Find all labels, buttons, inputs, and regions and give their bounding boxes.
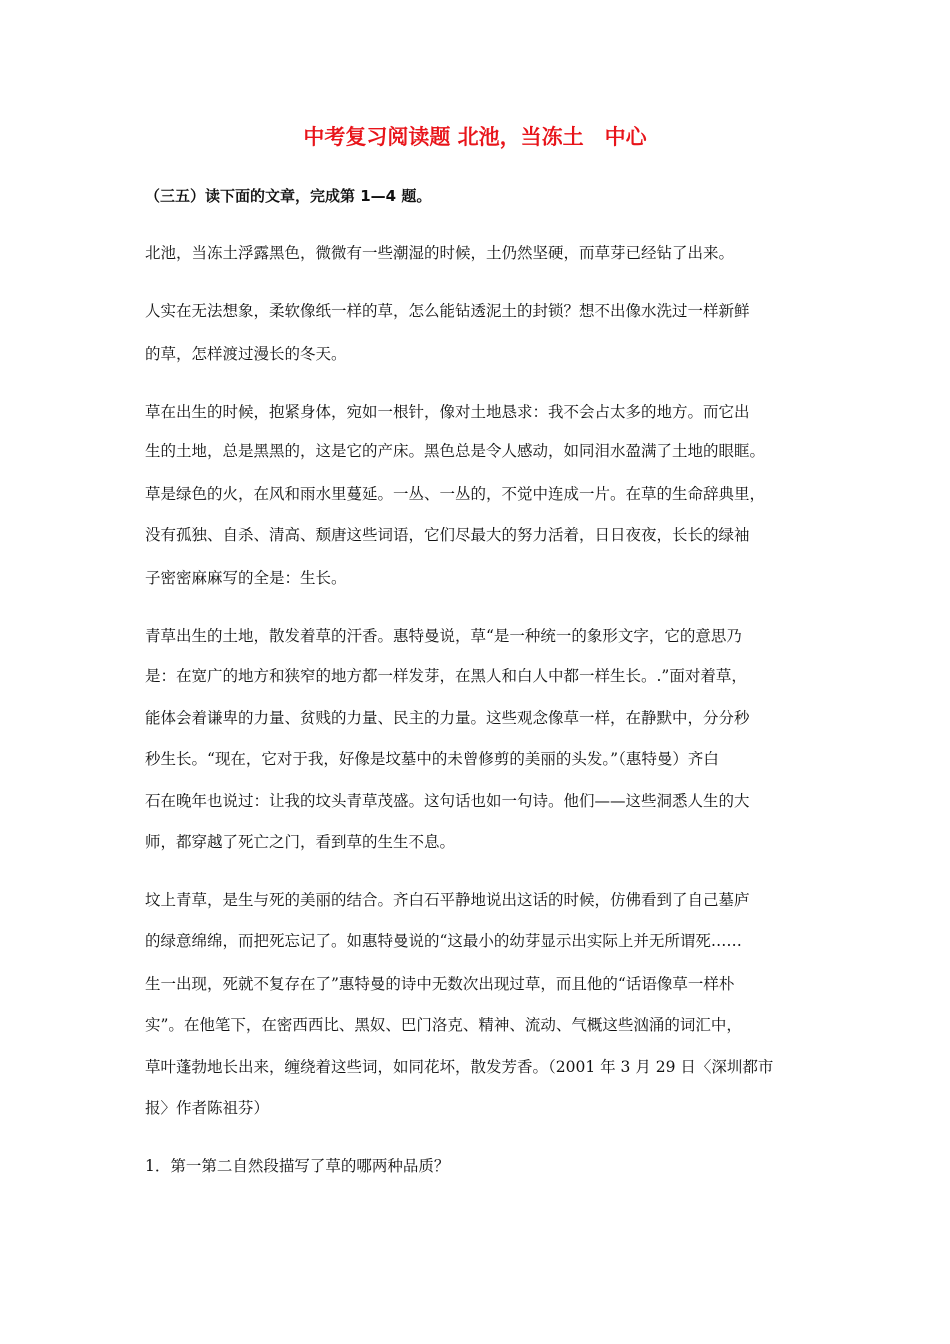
question-1: 1．第一第二自然段描写了草的哪两种品质？: [145, 1157, 450, 1175]
paragraph-line: 子密密麻麻写的全是：生长。: [145, 569, 347, 587]
paragraph-line: 的绿意绵绵，而把死忘记了。如惠特曼说的“这最小的幼芽显示出实际上并无所谓死……: [145, 932, 742, 950]
paragraph-line: 能体会着谦卑的力量、贫贱的力量、民主的力量。这些观念像草一样，在静默中，分分秒: [145, 709, 750, 727]
paragraph-line: 师，都穿越了死亡之门，看到草的生生不息。: [145, 833, 456, 851]
paragraph-line: 青草出生的土地，散发着草的汗香。惠特曼说，草“是一种统一的象形文字，它的意思乃: [145, 627, 742, 645]
section-instruction: （三五）读下面的文章，完成第 1—4 题。: [145, 187, 432, 205]
paragraph-line: 草叶蓬勃地长出来，缠绕着这些词，如同花坏，散发芳香。（2001 年 3 月 29 日〈深圳都市: [145, 1058, 774, 1076]
paragraph-line: 草是绿色的火，在风和雨水里蔓延。一丛、一丛的，不觉中连成一片。在草的生命辞典里，: [145, 485, 766, 503]
paragraph-line: 草在出生的时候，抱紧身体，宛如一根针，像对土地恳求：我不会占太多的地方。而它出: [145, 403, 750, 421]
paragraph-line: 秒生长。“现在，它对于我，好像是坟墓中的未曾修剪的美丽的头发。”（惠特曼）齐白: [145, 750, 719, 768]
paragraph-line: 是：在宽广的地方和狭窄的地方都一样发芽，在黑人和白人中都一样生长。.”面对着草，: [145, 667, 747, 685]
paragraph-line: 坟上青草，是生与死的美丽的结合。齐白石平静地说出这话的时候，仿佛看到了自己墓庐: [145, 891, 750, 909]
paragraph-line: 报〉作者陈祖芬）: [145, 1099, 270, 1117]
paragraph-line: 人实在无法想象，柔软像纸一样的草，怎么能钻透泥土的封锁？想不出像水洗过一样新鲜: [145, 302, 750, 320]
paragraph-line: 没有孤独、自杀、清高、颓唐这些词语，它们尽最大的努力活着，日日夜夜，长长的绿袖: [145, 526, 750, 544]
document-title: 中考复习阅读题 北池，当冻土 中心: [303, 125, 647, 149]
paragraph-line: 生的土地，总是黑黑的，这是它的产床。黑色总是令人感动，如同泪水盈满了土地的眼眶。: [145, 442, 766, 460]
paragraph-line: 生一出现，死就不复存在了”惠特曼的诗中无数次出现过草，而且他的“话语像草一样朴: [145, 975, 735, 993]
paragraph-line: 北池，当冻土浮露黑色，微微有一些潮湿的时候，土仍然坚硬，而草芽已经钻了出来。: [145, 244, 735, 262]
paragraph-line: 的草，怎样渡过漫长的冬天。: [145, 345, 347, 363]
paragraph-line: 石在晚年也说过：让我的坟头青草茂盛。这句话也如一句诗。他们——这些洞悉人生的大: [145, 792, 750, 810]
paragraph-line: 实”。在他笔下，在密西西比、黑奴、巴门洛克、精神、流动、气概这些汹涌的词汇中，: [145, 1016, 742, 1034]
